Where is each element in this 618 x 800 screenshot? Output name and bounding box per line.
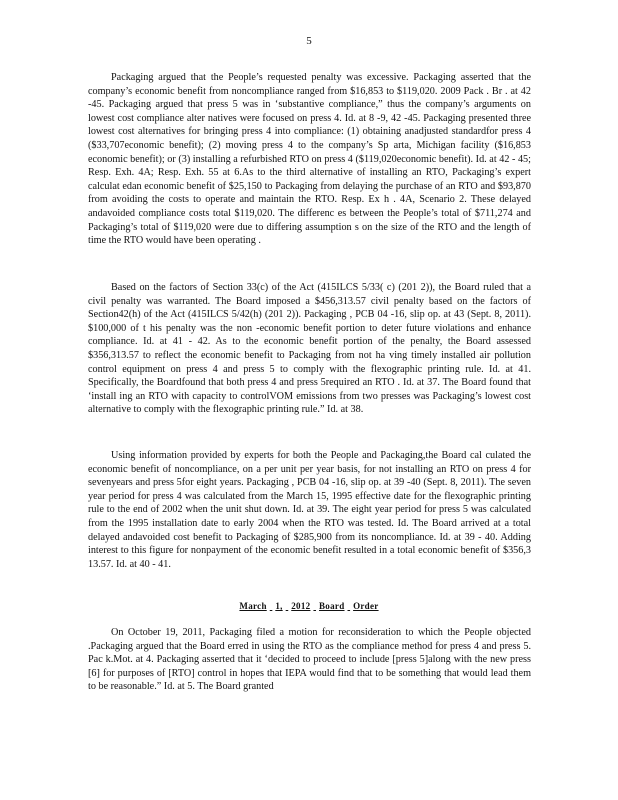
heading-day: 1,: [275, 601, 283, 611]
section-heading: [0, 601, 618, 611]
heading-month: March: [239, 601, 267, 611]
heading-year: 2012: [291, 601, 311, 611]
heading-word-board: Board: [319, 601, 345, 611]
page-number: 5: [306, 35, 312, 47]
paragraph-civil-penalty-ruling: Based on the factors of Section 33(c) of the Act (415ILCS 5/33( c) (201 2)), the Board ruled that a civil penalty was warranted. The Board imposed a $456,313.57 civil penalty based on the factors of Section42(h) of the Act (415ILCS 5/42(h) (201 2)). Packaging , PCB 04 -16, slip op. at 43 (Sept. 8, 2011). $100,000 of t his penalty was the non -economic benefit portion to deter future violations and enhance compliance. Id. at 41 - 42. As to the economic benefit portion of the penalty, the Board assessed $356,313.57 to reflect the economic benefit to Packaging from not ha ving timely installed air pollution control equipment on press 4 and press 5 to comply with the flexographic printing rule. Id. at 41. Specifically, the Boardfound that both press 4 and press 5required an RTO . Id. at 37. The Board found that ‘install ing an RTO with capacity to controlVOM emissions from two presses was Packaging’s lowest cost alternative to comply with the flexographic printing rule.” Id. at 38.: [88, 282, 531, 416]
paragraph-motion-reconsideration: On October 19, 2011, Packaging filed a motion for reconsideration to which the People objected .Packaging argued that the Board erred in using the RTO as the compliance method for press 4 and press 5. Pac k.Mot. at 4. Packaging asserted that it ‘decided to proceed to include [press 5]along with the new press [6] for purposes of [RTO] control in hopes that IEPA would find that to be something that would lead them to be reasonable.” Id. at 5. The Board granted: [88, 627, 531, 693]
heading-word-order: Order: [353, 601, 379, 611]
paragraph-economic-benefit-calculation: Using information provided by experts for both the People and Packaging,the Board cal culated the economic benefit of noncompliance, on a per unit per year basis, for not installing an RTO on press 4 for sevenyears and press 5for eight years. Packaging , PCB 04 -16, slip op. at 39 -40 (Sept. 8, 2011). The seven year period for press 4 was calculated from the March 15, 1995 effective date for the flexographic printing rule to the end of 2002 when the unit shut down. Id. at 39. The eight year period for press 5 was calculated from the 1995 installation date to early 2004 when the RTO was tested. Id. The Board arrived at a total delayed andavoided cost benefit to Packaging of $285,900 from its noncompliance. Id. at 39 - 40. Adding interest to this figure for nonpayment of the economic benefit resulted in a total economic benefit of $356,3 13.57. Id. at 40 - 41.: [88, 450, 531, 570]
paragraph-penalty-argument: Packaging argued that the People’s requested penalty was excessive. Packaging asserted that the company’s economic benefit from noncompliance ranged from $16,853 to $119,020. 2009 Pack . Br . at 42 -45. Packaging argued that press 5 was in ‘substantive compliance,” thus the company’s arguments on lowest cost compliance alter natives were focused on press 4. Id. at 8 -9, 42 -45. Packaging presented three lowest cost alternatives for bringing press 4 into compliance: (1) obtaining anadjusted standardfor press 4 ($33,707economic benefit); (2) moving press 4 to the company’s Sp arta, Michigan facility ($16,853 economic benefit); or (3) installing a refurbished RTO on press 4 ($119,020economic benefit). Id. at 42 - 45; Resp. Exh. 4A; Resp. Exh. 55 at 6.As to the third alternative of installing an RTO, Packaging’s expert calculat edan economic benefit of $25,150 to Packaging from delaying the purchase of an RTO and $93,870 from avoiding the costs to operate and maintain the RTO. Resp. Ex h . 4A, Scenario 2. These delayed andavoided compliance costs total $119,020. The differenc es between the People’s total of $711,274 and Packaging’s total of $119,020 were due to differing assumption s on the size of the RTO and the length of time the RTO would have been operating .: [88, 72, 531, 247]
